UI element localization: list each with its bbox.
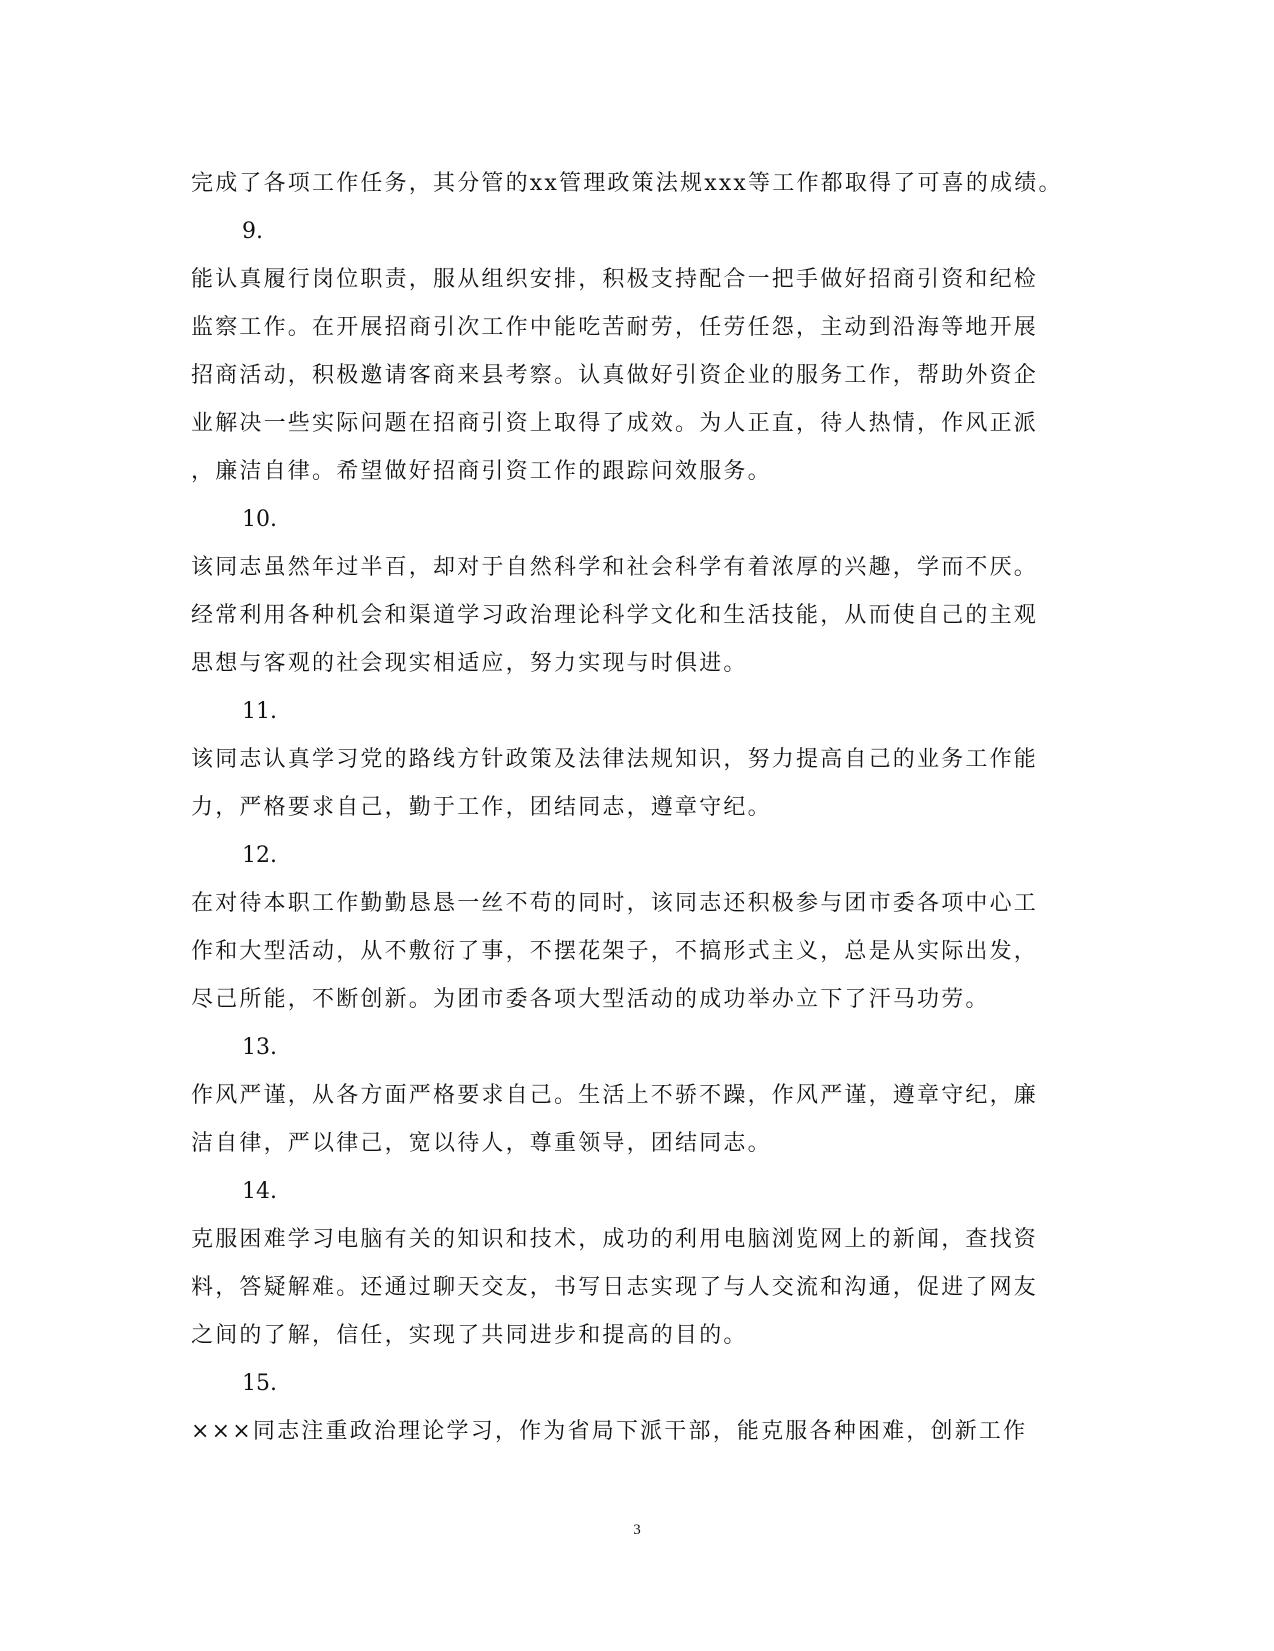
text-line: 作风严谨，从各方面严格要求自己。生活上不骄不躁，作风严谨，遵章守纪，廉 xyxy=(191,1083,1039,1108)
text-line: 在对待本职工作勤勤恳恳一丝不苟的同时，该同志还积极参与团市委各项中心工 xyxy=(191,891,1039,916)
text-line: 该同志虽然年过半百，却对于自然科学和社会科学有着浓厚的兴趣，学而不厌。 xyxy=(191,555,1039,580)
text-line: ×××同志注重政治理论学习，作为省局下派干部，能克服各种困难，创新工作 xyxy=(191,1419,1028,1444)
text-line: 之间的了解，信任，实现了共同进步和提高的目的。 xyxy=(191,1323,748,1348)
text-line: 监察工作。在开展招商引次工作中能吃苦耐劳，任劳任怨，主动到沿海等地开展 xyxy=(191,315,1039,340)
item-number: 13. xyxy=(242,1035,277,1060)
document-body xyxy=(191,160,1081,1456)
text-line: 料，答疑解难。还通过聊天交友，书写日志实现了与人交流和沟通，促进了网友 xyxy=(191,1275,1039,1300)
item-number: 14. xyxy=(242,1179,277,1204)
text-line: 尽己所能，不断创新。为团市委各项大型活动的成功举办立下了汗马功劳。 xyxy=(191,987,990,1012)
item-number: 15. xyxy=(242,1371,277,1396)
text-line: 该同志认真学习党的路线方针政策及法律法规知识，努力提高自己的业务工作能 xyxy=(191,747,1039,772)
text-line: 完成了各项工作任务，其分管的xx管理政策法规xxx等工作都取得了可喜的成绩。 xyxy=(191,171,1063,196)
page-number: 3 xyxy=(633,1522,641,1538)
text-line: 力，严格要求自己，勤于工作，团结同志，遵章守纪。 xyxy=(191,795,772,820)
text-line: 业解决一些实际问题在招商引资上取得了成效。为人正直，待人热情，作风正派 xyxy=(191,411,1039,436)
item-number: 11. xyxy=(242,699,277,724)
text-line: 招商活动，积极邀请客商来县考察。认真做好引资企业的服务工作，帮助外资企 xyxy=(191,363,1039,388)
text-line: 克服困难学习电脑有关的知识和技术，成功的利用电脑浏览网上的新闻，查找资 xyxy=(191,1227,1039,1252)
item-number: 12. xyxy=(242,843,277,868)
item-number: 9. xyxy=(242,219,263,244)
text-line: 作和大型活动，从不敷衍了事，不摆花架子，不搞形式主义，总是从实际出发， xyxy=(191,939,1039,964)
text-line: 思想与客观的社会现实相适应，努力实现与时俱进。 xyxy=(191,651,748,676)
item-number: 10. xyxy=(242,507,277,532)
text-line: ，廉洁自律。希望做好招商引资工作的跟踪问效服务。 xyxy=(191,459,772,484)
text-line: 洁自律，严以律己，宽以待人，尊重领导，团结同志。 xyxy=(191,1131,772,1156)
text-line: 经常利用各种机会和渠道学习政治理论科学文化和生活技能，从而使自己的主观 xyxy=(191,603,1039,628)
text-line: 能认真履行岗位职责，服从组织安排，积极支持配合一把手做好招商引资和纪检 xyxy=(191,267,1039,292)
